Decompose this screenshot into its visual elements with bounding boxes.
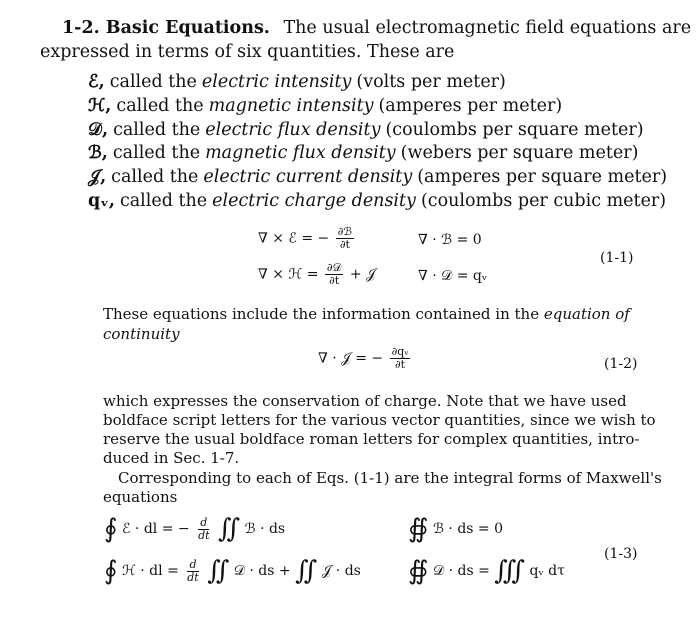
quantity-pre: called the (112, 143, 201, 164)
surface-integral-symbol: ∯ (408, 556, 429, 586)
d-ds-expr: 𝒟 · ds + (233, 563, 291, 579)
quantity-unit: (volts per meter) (356, 72, 506, 92)
contour-integral-symbol: ∮ (104, 514, 118, 544)
quantity-symbol: ℬ, (88, 143, 108, 164)
frac-num: d (189, 557, 197, 571)
frac-den: dt (198, 528, 210, 542)
quantity-item (88, 143, 638, 163)
quantity-item (88, 167, 667, 187)
d-dt-fraction (196, 517, 211, 542)
para2-line4: duced in Sec. 1-7. (103, 449, 240, 467)
eq-1-1-number: (1-1) (600, 250, 634, 266)
eq-1-2 (318, 346, 412, 371)
h-dl-expr: ℋ · dl = (122, 563, 179, 579)
quantity-item (88, 96, 562, 116)
frac-den: ∂t (339, 238, 350, 251)
quantity-unit: (amperes per meter) (378, 95, 563, 116)
eq-1-1-row2-right: ∇ · 𝒟 = qᵥ (418, 268, 488, 284)
para1-line2: continuity (103, 325, 180, 343)
frac-num: ∂ℬ (337, 225, 353, 238)
d-dt-fraction (185, 559, 200, 584)
frac-den: ∂t (394, 358, 406, 371)
quantity-pre: called the (116, 95, 204, 116)
para2-line2: boldface script letters for the various vector quantities, since we wish to (103, 411, 656, 429)
j-ds-expr: 𝒥 · ds (321, 563, 361, 579)
div-j-expr: ∇ · 𝒥 = − (318, 350, 384, 367)
intro-line-2: expressed in terms of six quantities. These are (40, 42, 455, 62)
para1-line1 (103, 305, 630, 323)
quantity-name: electric flux density (205, 119, 381, 140)
eq-1-3-row2-right (408, 558, 565, 584)
quantity-item (88, 191, 666, 211)
quantity-unit: (webers per square meter) (400, 143, 639, 164)
dqdt-fraction (390, 346, 411, 371)
dddt-fraction (325, 262, 343, 287)
section-heading-line (62, 18, 691, 38)
double-integral-symbol: ∬ (207, 556, 230, 586)
curl-e-expr: ∇ × ℰ = − (258, 230, 330, 247)
double-integral-symbol: ∬ (218, 514, 241, 544)
para3-line1: Corresponding to each of Eqs. (1-1) are the integral forms of Maxwell's (118, 469, 662, 487)
eq-1-3-row2-left (104, 558, 361, 584)
quantity-unit: (coulombs per cubic meter) (420, 191, 667, 211)
quantity-unit: (coulombs per square meter) (385, 119, 644, 140)
eq-1-1-row1-left (258, 226, 356, 251)
eq-1-3-row1-right (408, 516, 503, 542)
quantity-pre: called the (111, 167, 199, 188)
triple-integral-symbol: ∭ (494, 556, 526, 586)
section-heading: 1-2. Basic Equations. (62, 18, 270, 38)
quantity-name: electric intensity (201, 72, 352, 92)
quantity-name: magnetic intensity (208, 95, 374, 116)
d-ds-expr: 𝒟 · ds = (432, 563, 490, 579)
para2-line1: which expresses the conservation of charge. Note that we have used (103, 392, 627, 410)
dbdt-fraction (336, 226, 354, 251)
b-ds-zero: ℬ · ds = 0 (432, 521, 504, 537)
eq-1-2-number: (1-2) (604, 356, 638, 372)
surface-integral-symbol: ∯ (408, 514, 429, 544)
b-ds-expr: ℬ · ds (244, 521, 286, 537)
double-integral-symbol: ∬ (295, 556, 318, 586)
frac-num: ∂qᵥ (391, 345, 409, 358)
frac-den: ∂t (329, 274, 340, 287)
para1-text: These equations include the information contained in the (103, 305, 540, 323)
para2-line3: reserve the usual boldface roman letters for complex quantities, intro- (103, 430, 640, 448)
para1-italic: equation of (543, 305, 630, 323)
e-dl-expr: ℰ · dl = − (122, 521, 190, 537)
frac-den: dt (187, 570, 199, 584)
eq-1-3-row1-left (104, 516, 285, 542)
para3-line2: equations (103, 488, 178, 506)
quantity-unit: (amperes per square meter) (417, 167, 668, 188)
quantity-pre: called the (113, 119, 201, 140)
quantity-item (88, 72, 506, 92)
intro-text: The usual electromagnetic field equations are (283, 18, 692, 38)
curl-h-expr: ∇ × ℋ = (258, 266, 319, 283)
quantity-symbol: ℰ, (88, 72, 105, 92)
eq-1-1-row1-right: ∇ · ℬ = 0 (418, 232, 482, 248)
quantity-name: magnetic flux density (205, 143, 396, 164)
eq-1-1-row2-left (258, 262, 376, 287)
contour-integral-symbol: ∮ (104, 556, 118, 586)
plus-j: + 𝒥 (349, 266, 376, 283)
quantity-symbol: qᵥ, (88, 191, 115, 211)
eq-1-3-number: (1-3) (604, 546, 638, 562)
frac-num: ∂𝒟 (326, 261, 342, 274)
quantity-item (88, 120, 644, 140)
quantity-name: electric charge density (212, 191, 416, 211)
quantity-name: electric current density (203, 167, 413, 188)
quantity-symbol: 𝒟, (88, 119, 109, 140)
qv-dtau-expr: qᵥ dτ (529, 563, 565, 579)
quantity-pre: called the (119, 191, 208, 211)
frac-num: d (200, 515, 208, 529)
quantity-symbol: ℋ, (88, 95, 112, 116)
quantity-pre: called the (109, 72, 197, 92)
quantity-symbol: 𝒥, (88, 167, 107, 188)
